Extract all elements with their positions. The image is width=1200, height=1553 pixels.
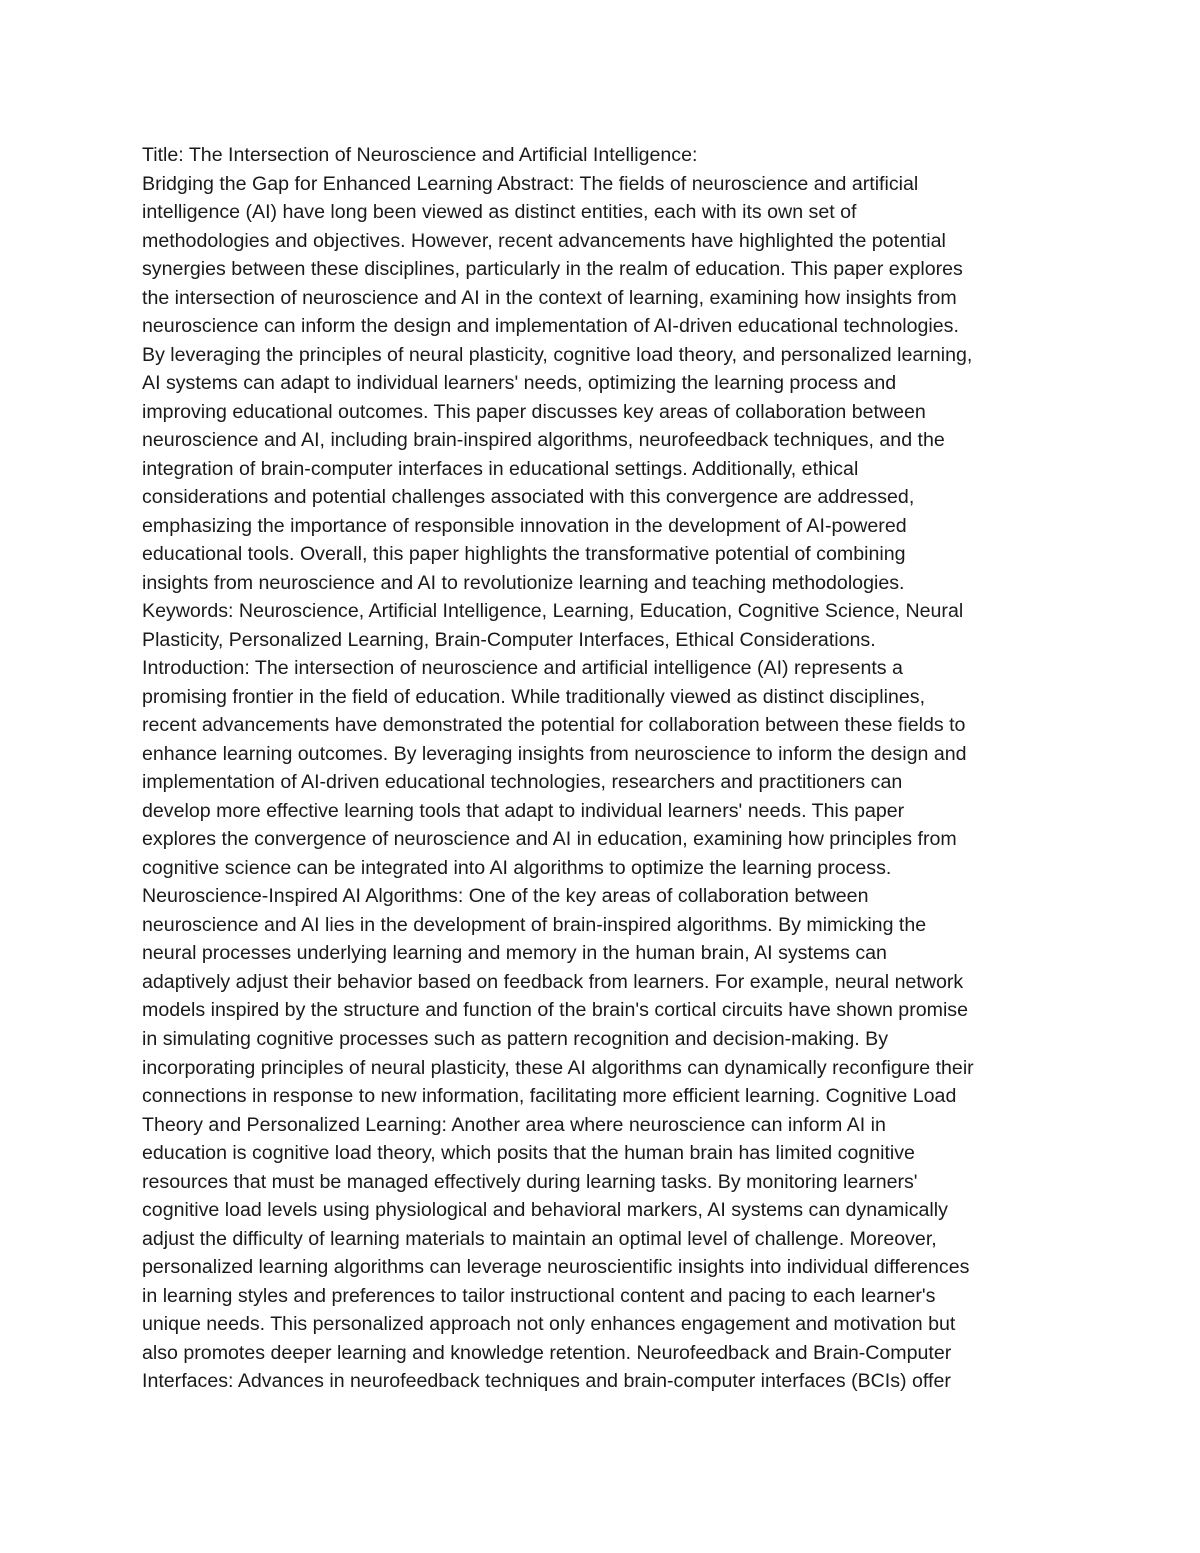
document-line: the intersection of neuroscience and AI in the context of learning, examining how insights from [142, 286, 957, 309]
document-line: AI systems can adapt to individual learners' needs, optimizing the learning process and [142, 372, 897, 395]
document-line: neuroscience and AI lies in the development of brain-inspired algorithms. By mimicking the [142, 913, 927, 936]
document-body [142, 141, 1072, 1396]
document-line: implementation of AI-driven educational technologies, researchers and practitioners can [142, 771, 903, 794]
document-line: improving educational outcomes. This paper discusses key areas of collaboration between [142, 400, 926, 423]
document-line: synergies between these disciplines, particularly in the realm of education. This paper explores [142, 258, 963, 281]
document-line: connections in response to new information, facilitating more efficient learning. Cognitive Load [142, 1085, 957, 1108]
document-line: adjust the difficulty of learning materials to maintain an optimal level of challenge. Moreover, [142, 1227, 937, 1250]
document-line: insights from neuroscience and AI to revolutionize learning and teaching methodologies. [142, 571, 905, 594]
document-line: methodologies and objectives. However, recent advancements have highlighted the potential [142, 229, 946, 252]
document-line: incorporating principles of neural plasticity, these AI algorithms can dynamically reconfigure their [142, 1056, 974, 1079]
document-line: in learning styles and preferences to tailor instructional content and pacing to each learner's [142, 1284, 936, 1307]
document-line: Neuroscience-Inspired AI Algorithms: One of the key areas of collaboration between [142, 885, 869, 908]
document-line: education is cognitive load theory, which posits that the human brain has limited cognitive [142, 1142, 915, 1165]
document-line: intelligence (AI) have long been viewed as distinct entities, each with its own set of [142, 201, 857, 224]
document-line: resources that must be managed effectively during learning tasks. By monitoring learners' [142, 1170, 918, 1193]
document-line: neuroscience and AI, including brain-inspired algorithms, neurofeedback techniques, and the [142, 429, 945, 452]
document-line: considerations and potential challenges associated with this convergence are addressed, [142, 486, 915, 509]
document-line: Keywords: Neuroscience, Artificial Intelligence, Learning, Education, Cognitive Science, Neural [142, 600, 964, 623]
document-line: Theory and Personalized Learning: Another area where neuroscience can inform AI in [142, 1113, 886, 1136]
document-line: enhance learning outcomes. By leveraging insights from neuroscience to inform the design and [142, 742, 967, 765]
document-line: personalized learning algorithms can leverage neuroscientific insights into individual differences [142, 1256, 970, 1279]
document-line: neural processes underlying learning and memory in the human brain, AI systems can [142, 942, 887, 965]
document-line: Title: The Intersection of Neuroscience and Artificial Intelligence: [142, 144, 698, 166]
document-line: Plasticity, Personalized Learning, Brain-Computer Interfaces, Ethical Considerations. [142, 628, 876, 651]
document-line: adaptively adjust their behavior based on feedback from learners. For example, neural network [142, 970, 964, 993]
document-line: recent advancements have demonstrated the potential for collaboration between these fields to [142, 714, 966, 737]
document-line: emphasizing the importance of responsible innovation in the development of AI-powered [142, 514, 907, 537]
document-line: cognitive science can be integrated into AI algorithms to optimize the learning process. [142, 856, 892, 879]
document-line: explores the convergence of neuroscience and AI in education, examining how principles from [142, 828, 957, 851]
document-line: Bridging the Gap for Enhanced Learning Abstract: The fields of neuroscience and artificial [142, 172, 919, 195]
document-line: also promotes deeper learning and knowledge retention. Neurofeedback and Brain-Computer [142, 1341, 952, 1364]
document-line: cognitive load levels using physiological and behavioral markers, AI systems can dynamically [142, 1199, 948, 1222]
document-line: develop more effective learning tools that adapt to individual learners' needs. This paper [142, 799, 905, 822]
document-line: Introduction: The intersection of neuroscience and artificial intelligence (AI) represents a [142, 657, 903, 680]
document-line: in simulating cognitive processes such as pattern recognition and decision-making. By [142, 1027, 889, 1050]
document-line: unique needs. This personalized approach not only enhances engagement and motivation but [142, 1313, 956, 1336]
document-line: By leveraging the principles of neural plasticity, cognitive load theory, and personalized learning, [142, 343, 973, 366]
document-line: Interfaces: Advances in neurofeedback techniques and brain-computer interfaces (BCIs) offer [142, 1370, 951, 1393]
document-line: integration of brain-computer interfaces in educational settings. Additionally, ethical [142, 457, 859, 480]
document-line: promising frontier in the field of education. While traditionally viewed as distinct disciplines, [142, 685, 926, 708]
document-line: neuroscience can inform the design and implementation of AI-driven educational technologies. [142, 315, 959, 338]
document-line: models inspired by the structure and function of the brain's cortical circuits have shown promise [142, 999, 968, 1022]
document-line: educational tools. Overall, this paper highlights the transformative potential of combining [142, 543, 906, 566]
